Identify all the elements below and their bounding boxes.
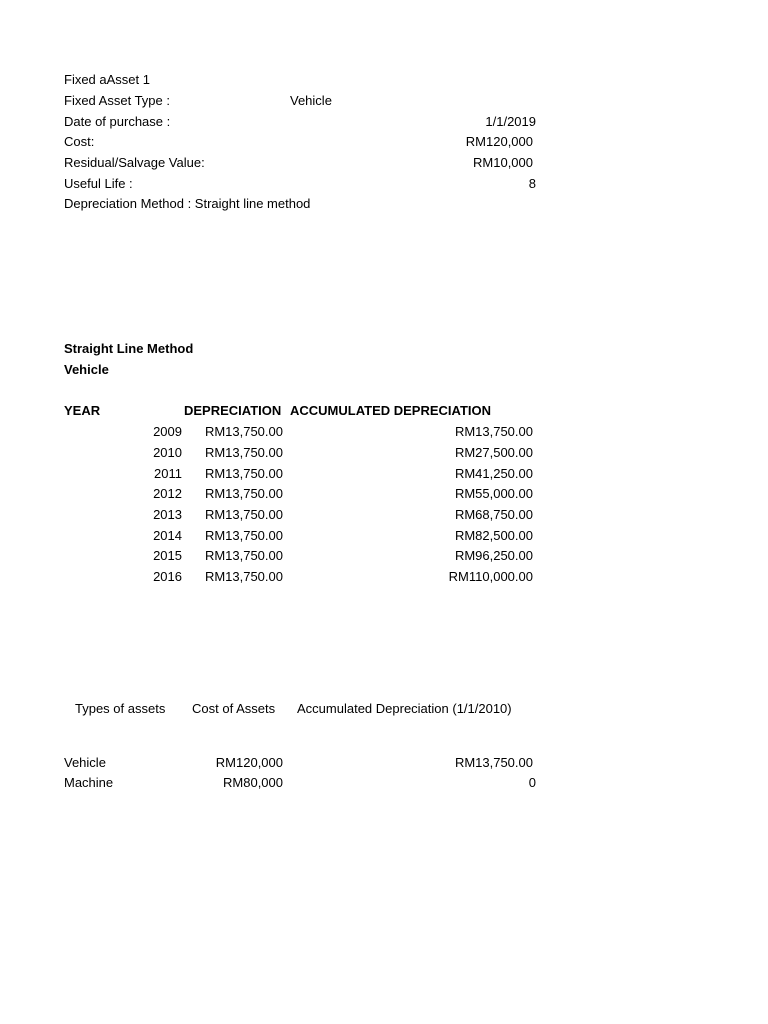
depreciation-cell: RM13,750.00 [204,507,283,522]
cost-label: Cost: [64,134,95,149]
asset-accumulated-cell: RM13,750.00 [454,755,533,770]
year-cell: 2015 [153,548,182,563]
summary-header-type: Types of assets [75,701,166,716]
depreciation-cell: RM13,750.00 [204,569,283,584]
accumulated-cell: RM82,500.00 [454,528,533,543]
schedule-heading: Straight Line Method [64,341,194,356]
asset-type-value: Vehicle [290,93,332,108]
asset-cost-cell: RM80,000 [223,775,283,790]
depreciation-method: Depreciation Method : Straight line method [64,196,311,211]
asset-cost-cell: RM120,000 [215,755,283,770]
depreciation-cell: RM13,750.00 [204,445,283,460]
purchase-date-label: Date of purchase : [64,114,171,129]
header-depreciation: DEPRECIATION [184,403,282,418]
accumulated-cell: RM13,750.00 [454,424,533,439]
year-cell: 2013 [153,507,182,522]
year-cell: 2011 [154,466,182,481]
residual-label: Residual/Salvage Value: [64,155,205,170]
asset-type-cell: Machine [64,775,114,790]
accumulated-cell: RM55,000.00 [454,486,533,501]
depreciation-cell: RM13,750.00 [204,486,283,501]
asset-type-cell: Vehicle [64,755,106,770]
asset-accumulated-cell: 0 [528,775,536,790]
accumulated-cell: RM27,500.00 [454,445,533,460]
year-cell: 2009 [153,424,182,439]
residual-value: RM10,000 [473,155,533,170]
depreciation-cell: RM13,750.00 [204,424,283,439]
summary-header-cost: Cost of Assets [192,701,276,716]
schedule-subheading: Vehicle [64,362,109,377]
cost-value: RM120,000 [465,134,533,149]
asset-title: Fixed aAsset 1 [64,72,150,87]
accumulated-cell: RM96,250.00 [454,548,533,563]
asset-type-label: Fixed Asset Type : [64,93,170,108]
depreciation-cell: RM13,750.00 [204,548,283,563]
header-year: YEAR [64,403,101,418]
year-cell: 2014 [153,528,182,543]
year-cell: 2012 [153,486,182,501]
summary-header-accumulated: Accumulated Depreciation (1/1/2010) [297,701,512,716]
accumulated-cell: RM68,750.00 [454,507,533,522]
useful-life-label: Useful Life : [64,176,133,191]
depreciation-cell: RM13,750.00 [204,466,283,481]
useful-life-value: 8 [528,176,536,191]
accumulated-cell: RM41,250.00 [454,466,533,481]
year-cell: 2010 [153,445,182,460]
purchase-date-value: 1/1/2019 [485,114,536,129]
header-accumulated: ACCUMULATED DEPRECIATION [290,403,492,418]
depreciation-cell: RM13,750.00 [204,528,283,543]
accumulated-cell: RM110,000.00 [448,569,533,584]
year-cell: 2016 [153,569,182,584]
